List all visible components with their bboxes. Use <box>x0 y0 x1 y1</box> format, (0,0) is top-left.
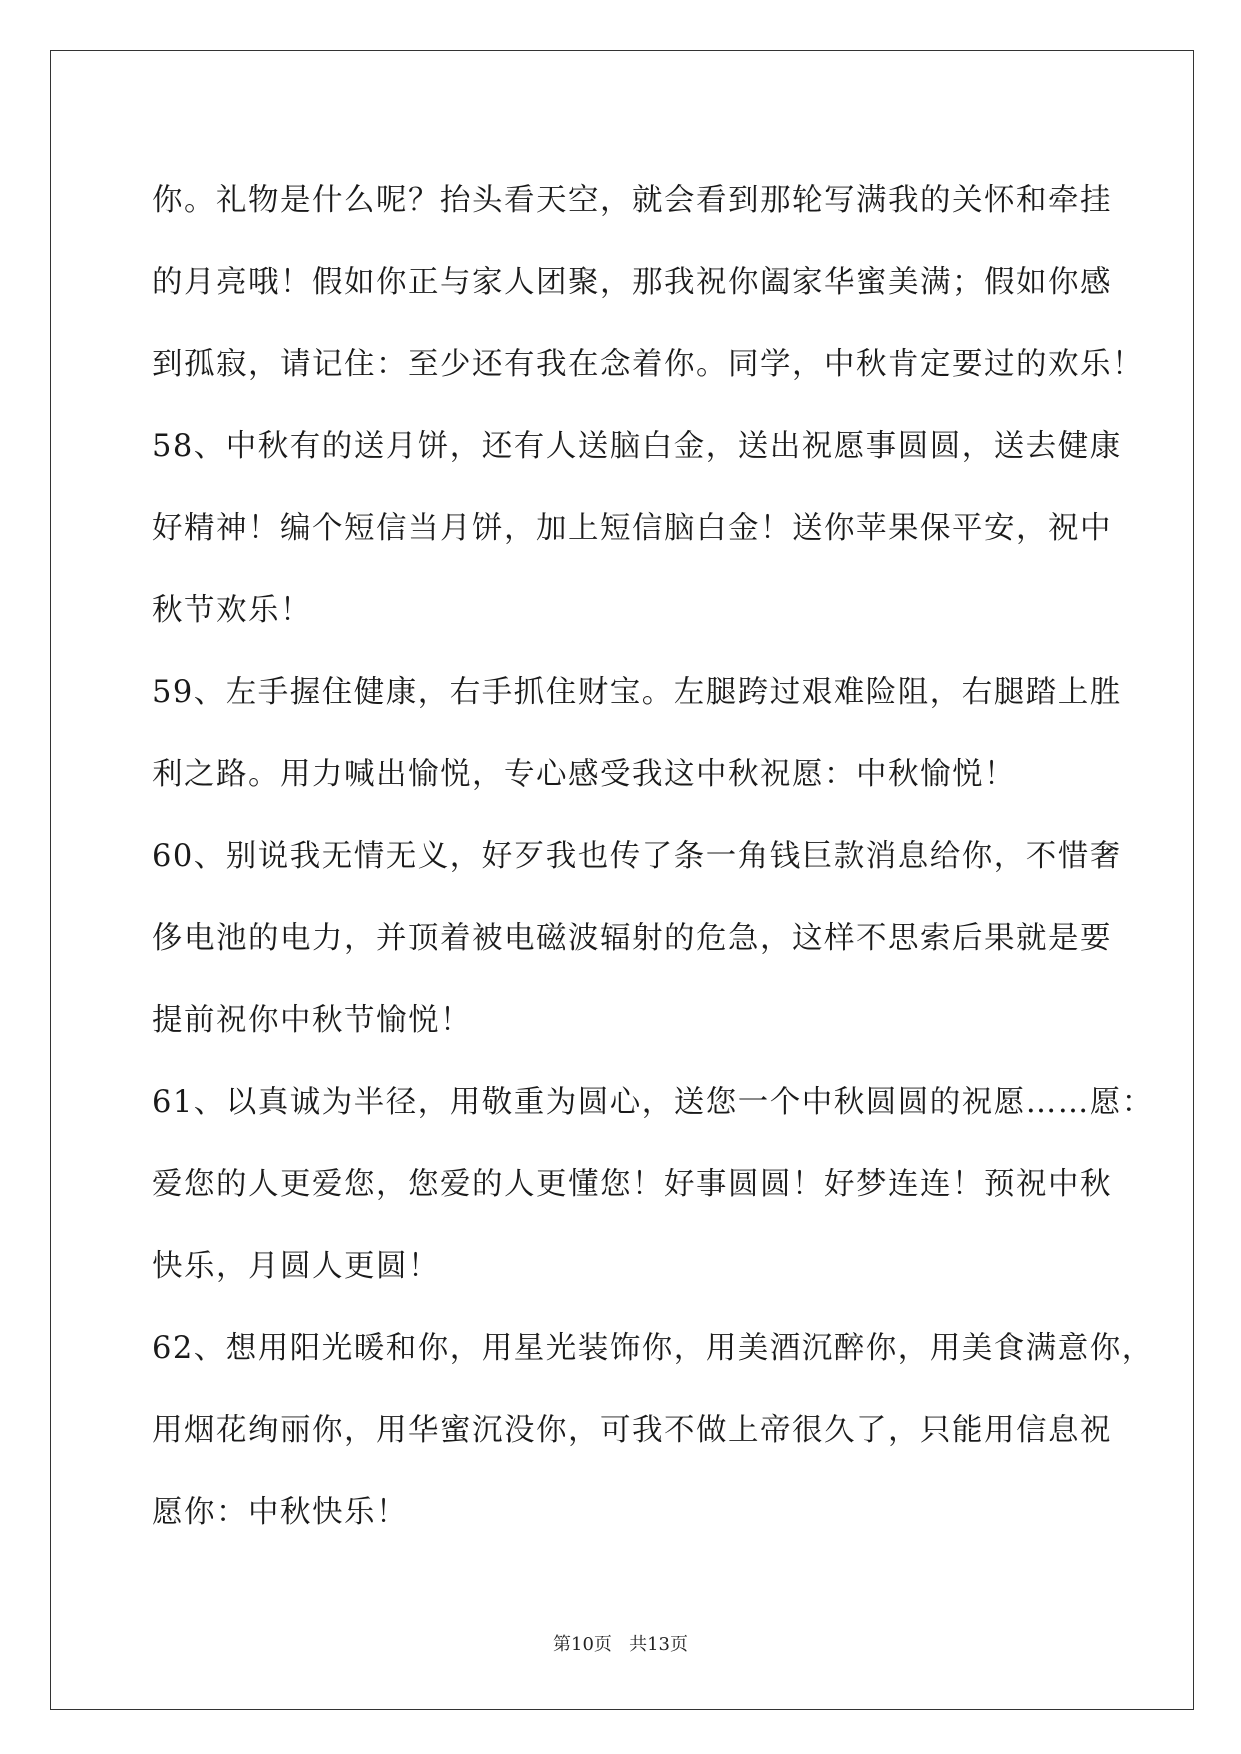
text-line: 的月亮哦！假如你正与家人团聚，那我祝你阖家华蜜美满；假如你感 <box>152 265 1112 300</box>
text-line: 59、左手握住健康，右手抓住财宝。左腿跨过艰难险阻，右腿踏上胜 <box>152 675 1122 710</box>
text-line: 60、别说我无情无义，好歹我也传了条一角钱巨款消息给你，不惜奢 <box>152 839 1122 874</box>
document-body <box>152 160 1154 1554</box>
text-line: 用烟花绚丽你，用华蜜沉没你，可我不做上帝很久了，只能用信息祝 <box>152 1413 1112 1448</box>
text-line: 秋节欢乐！ <box>152 593 312 628</box>
text-line: 爱您的人更爱您，您爱的人更懂您！好事圆圆！好梦连连！预祝中秋 <box>152 1167 1112 1202</box>
text-line: 愿你：中秋快乐！ <box>152 1495 408 1530</box>
text-line: 62、想用阳光暖和你，用星光装饰你，用美酒沉醉你，用美食满意你， <box>152 1331 1154 1366</box>
text-line: 61、以真诚为半径，用敬重为圆心，送您一个中秋圆圆的祝愿……愿： <box>152 1085 1154 1120</box>
text-line: 到孤寂，请记住：至少还有我在念着你。同学，中秋肯定要过的欢乐！ <box>152 347 1144 382</box>
text-line: 快乐，月圆人更圆！ <box>152 1249 440 1284</box>
text-line: 好精神！编个短信当月饼，加上短信脑白金！送你苹果保平安，祝中 <box>152 511 1112 546</box>
page-number-footer: 第10页 共13页 <box>553 1634 688 1655</box>
text-line: 提前祝你中秋节愉悦！ <box>152 1003 472 1038</box>
text-line: 侈电池的电力，并顶着被电磁波辐射的危急，这样不思索后果就是要 <box>152 921 1112 956</box>
text-line: 你。礼物是什么呢？抬头看天空，就会看到那轮写满我的关怀和牵挂 <box>152 183 1112 218</box>
text-line: 利之路。用力喊出愉悦，专心感受我这中秋祝愿：中秋愉悦！ <box>152 757 1016 792</box>
text-line: 58、中秋有的送月饼，还有人送脑白金，送出祝愿事圆圆，送去健康 <box>152 429 1122 464</box>
